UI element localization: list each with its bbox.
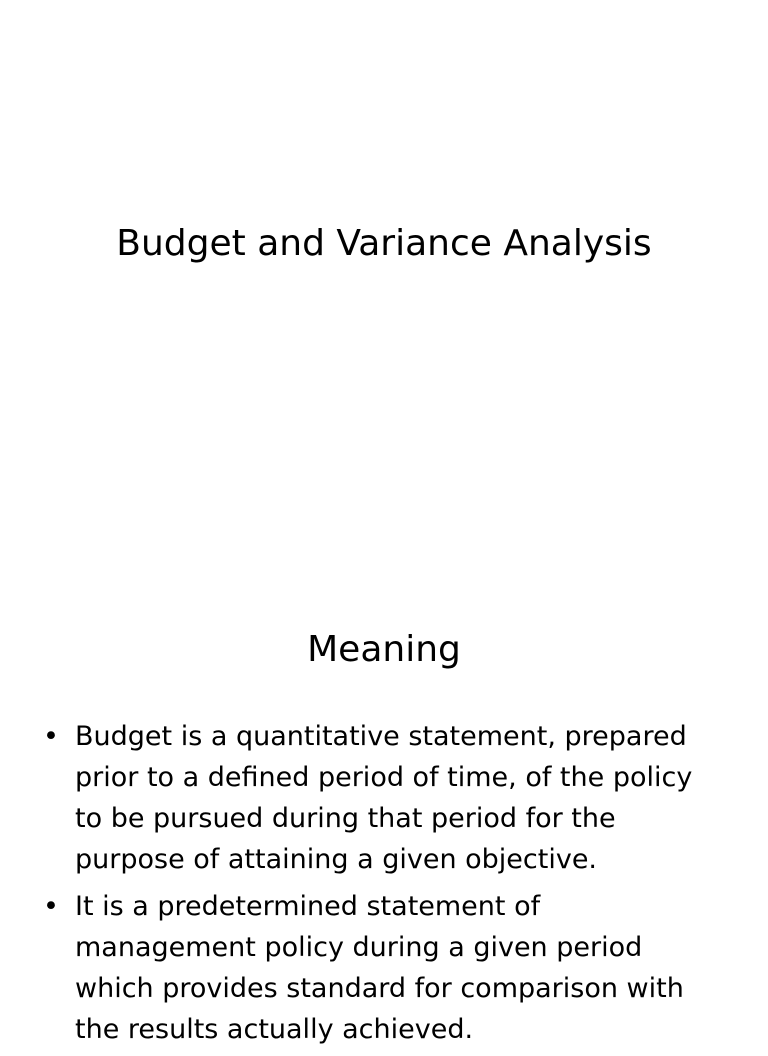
bullet-marker: •	[43, 891, 59, 922]
bullet-text: Budget is a quantitative statement, prepared prior to a defined period of time, of the policy to be pursued during that period for the purpose of attaining a given objective.	[75, 721, 693, 875]
bullet-marker: •	[43, 721, 59, 752]
bullet-text: It is a predetermined statement of management policy during a given period which provides standard for comparison with the results actually achieved.	[75, 891, 684, 1045]
slide-heading: Meaning	[307, 629, 461, 670]
slide-title: Budget and Variance Analysis	[116, 223, 652, 264]
meaning-slide	[0, 576, 768, 1045]
bullet-item	[40, 716, 720, 880]
bullet-list	[40, 716, 720, 1056]
bullet-item	[40, 886, 720, 1050]
